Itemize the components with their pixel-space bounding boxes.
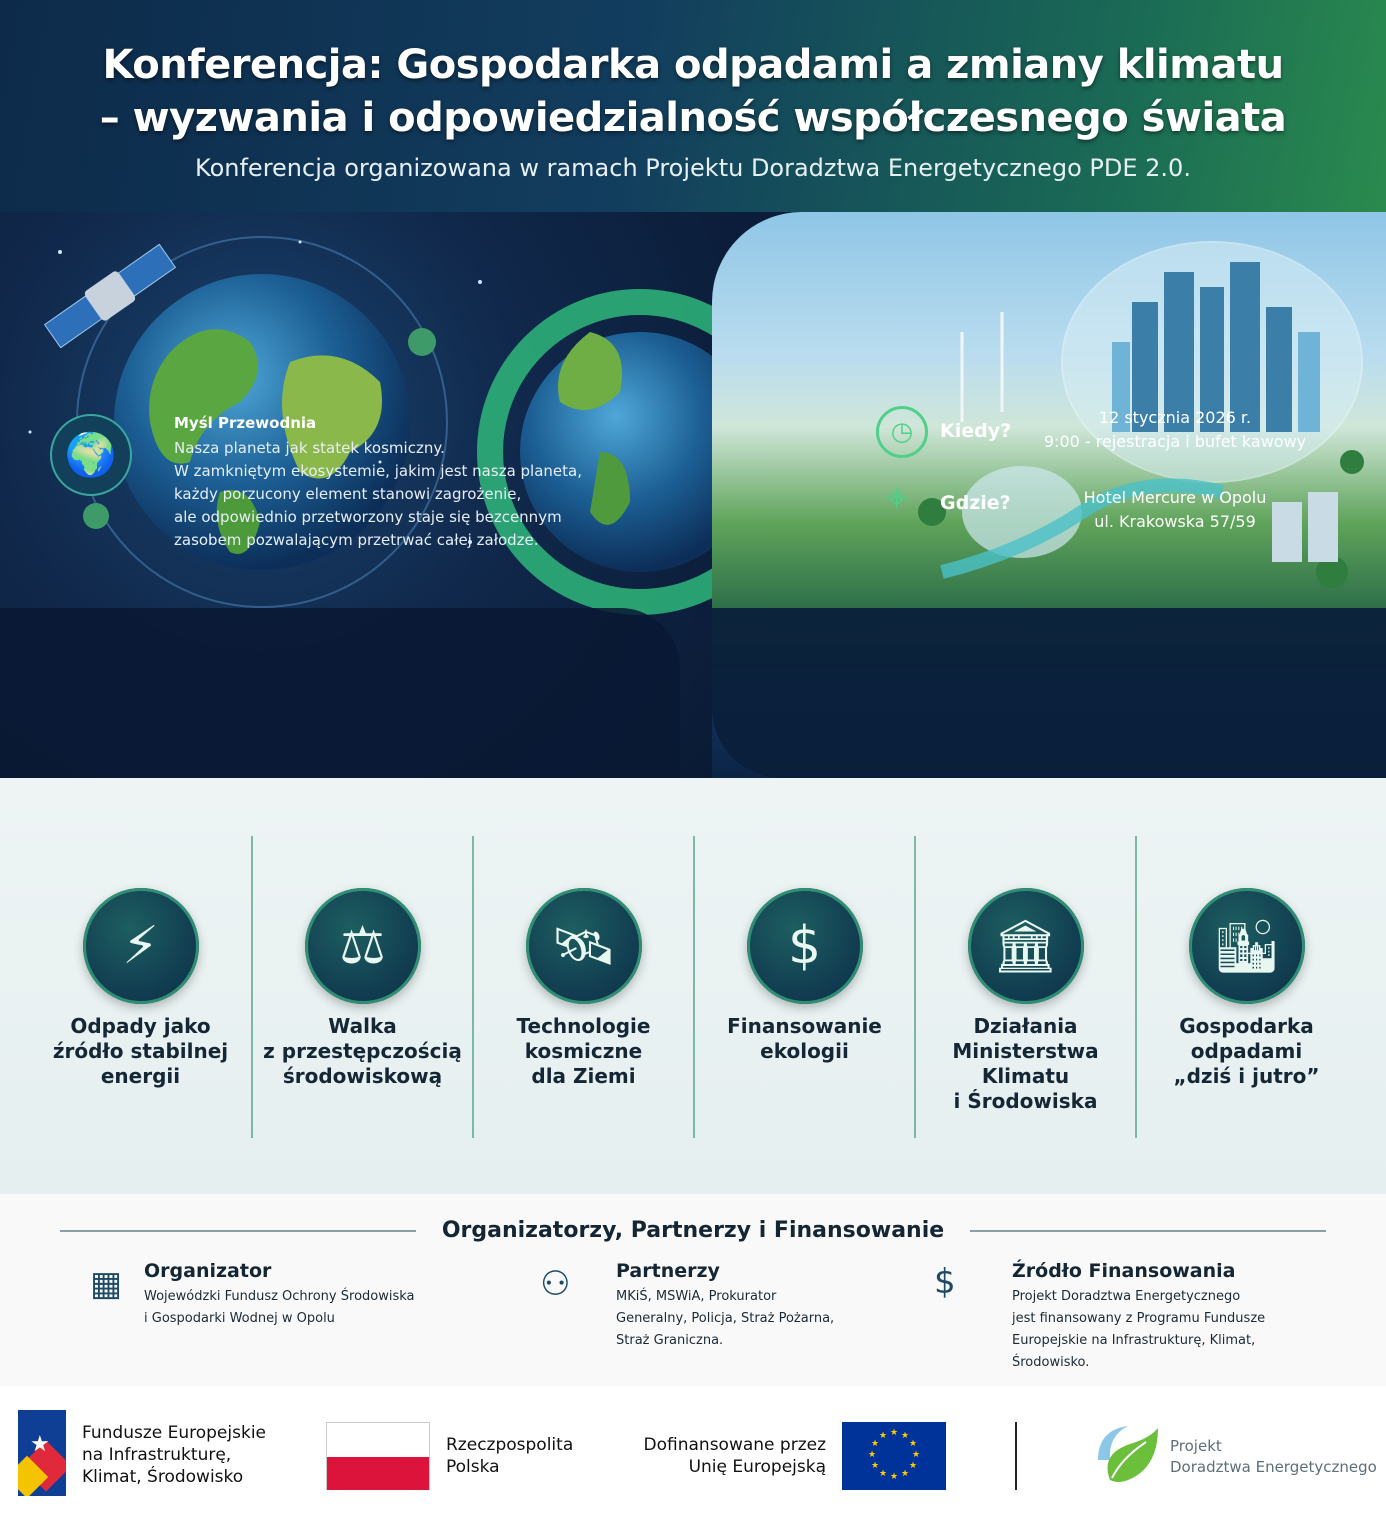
- venue-address: ul. Krakowska 57/59: [1094, 512, 1256, 531]
- pde-logo-text: [1170, 1436, 1377, 1478]
- partners-line: Straż Graniczna.: [616, 1333, 724, 1348]
- eu-star: ★: [901, 1469, 910, 1480]
- topic-label-line: Finansowanie: [727, 1014, 882, 1038]
- topic-space-technologies: [473, 778, 694, 1194]
- eu-star: ★: [909, 1439, 918, 1449]
- topic-ecology-financing: [694, 778, 915, 1194]
- clock-icon: ◷: [876, 406, 928, 458]
- eu-star: ★: [870, 1461, 880, 1471]
- topic-label-line: Technologie: [516, 1014, 651, 1038]
- topic-label: [252, 1014, 473, 1089]
- eu-star: ★: [870, 1439, 880, 1449]
- topic-label-line: Walka: [328, 1014, 397, 1038]
- eu-star: ★: [901, 1430, 910, 1441]
- funding-line: Projekt Doradztwa Energetycznego: [1012, 1289, 1241, 1304]
- partners-text: [616, 1286, 834, 1352]
- satellite-glyph: 🛰: [550, 916, 617, 977]
- guiding-thought-panel: [0, 608, 680, 778]
- rp-logo-text: [446, 1434, 573, 1478]
- header: [0, 0, 1386, 212]
- guiding-thought-line: zasobem pozwalającym przetrwać całej załodze.: [174, 531, 539, 549]
- topic-label-line: źródło stabilnej: [52, 1039, 229, 1063]
- eu-flag: [842, 1422, 946, 1490]
- topic-label-line: i Środowiska: [953, 1089, 1098, 1113]
- pde-line: Doradztwa Energetycznego: [1170, 1458, 1377, 1476]
- partners-line: Generalny, Policja, Straż Pożarna,: [616, 1311, 835, 1326]
- hand-coin-icon: $: [934, 1262, 956, 1302]
- topics-section: [0, 778, 1386, 1194]
- location-pin-icon: ⌖: [886, 475, 908, 519]
- eu-star: ★: [879, 1469, 888, 1480]
- region-map-icon: ▦: [90, 1264, 123, 1304]
- fe-line: na Infrastrukturę,: [82, 1445, 232, 1465]
- topic-ministry-actions: [915, 778, 1136, 1194]
- venue-name: Hotel Mercure w Opolu: [1083, 488, 1267, 507]
- eu-star: ★: [909, 1461, 918, 1471]
- fe-logo-text: [82, 1422, 266, 1488]
- topic-label-line: odpadami: [1190, 1039, 1303, 1063]
- pde-leaf-logo: [1090, 1420, 1160, 1490]
- footer-divider: [1015, 1422, 1017, 1490]
- coins-icon: [747, 888, 863, 1004]
- organizer-line: i Gospodarki Wodnej w Opolu: [144, 1311, 335, 1326]
- topic-label-line: „dziś i jutro”: [1173, 1064, 1320, 1088]
- page-title-line-1: Konferencja: Gospodarka odpadami a zmiany klimatu: [102, 42, 1284, 88]
- eu-line: Dofinansowane przez: [643, 1435, 826, 1455]
- event-time-line: 9:00 - rejestracja i bufet kawowy: [1043, 432, 1307, 451]
- topic-label: [30, 1014, 251, 1089]
- topic-label-line: środowiskową: [282, 1064, 443, 1088]
- police-badge-icon: [305, 888, 421, 1004]
- guiding-thought-line: ale odpowiednio przetworzony staje się bezcennym: [174, 508, 562, 526]
- eu-cofinance-text: [612, 1434, 826, 1478]
- organizers-heading: Organizatorzy, Partnerzy i Finansowanie: [441, 1218, 945, 1243]
- fe-line: Fundusze Europejskie: [82, 1423, 266, 1443]
- event-info-panel: [712, 608, 1386, 778]
- topic-label-line: dla Ziemi: [531, 1064, 636, 1088]
- topic-label-line: ekologii: [760, 1039, 849, 1063]
- funding-text: [1012, 1286, 1265, 1374]
- satellite-icon: [526, 888, 642, 1004]
- topic-label-line: energii: [100, 1064, 181, 1088]
- guiding-thought-line: W zamkniętym ekosystemie, jakim jest nasza planeta,: [174, 462, 582, 480]
- rp-line: Rzeczpospolita: [446, 1435, 574, 1455]
- energy-recycle-icon: [83, 888, 199, 1004]
- guiding-thought-text: [174, 437, 644, 552]
- eu-line: Unię Europejską: [688, 1457, 826, 1477]
- topic-label-line: Ministerstwa: [952, 1039, 1099, 1063]
- topic-label-line: kosmiczne: [524, 1039, 643, 1063]
- eu-star: ★: [868, 1450, 877, 1460]
- topic-label-line: Działania: [973, 1014, 1078, 1038]
- guiding-thought-line: Nasza planeta jak statek kosmiczny.: [174, 439, 445, 457]
- ministry-building-glyph: 🏛: [992, 916, 1059, 977]
- topic-waste-management-today-tomorrow: [1136, 778, 1357, 1194]
- pde-line: Projekt: [1170, 1437, 1222, 1455]
- polish-flag: [326, 1422, 430, 1490]
- topic-label: [915, 1014, 1136, 1114]
- organizer-text: [144, 1286, 415, 1330]
- city-gear-icon: [1189, 888, 1305, 1004]
- event-date: [1030, 406, 1320, 454]
- topic-environmental-crime: [252, 778, 473, 1194]
- topic-label-line: Klimatu: [981, 1064, 1070, 1088]
- event-date-line: 12 stycznia 2026 r.: [1098, 408, 1252, 427]
- funding-line: Europejskie na Infrastrukturę, Klimat,: [1012, 1333, 1256, 1348]
- ministry-building-icon: [968, 888, 1084, 1004]
- guiding-thought-title: Myśl Przewodnia: [174, 414, 317, 432]
- page-subtitle: Konferencja organizowana w ramach Projektu Doradztwa Energetycznego PDE 2.0.: [195, 154, 1191, 182]
- topic-label-line: Gospodarka: [1179, 1014, 1314, 1038]
- eu-star: ★: [879, 1430, 888, 1441]
- partners-line: MKiŚ, MSWiA, Prokurator: [616, 1289, 777, 1304]
- partners-title: Partnerzy: [616, 1260, 720, 1282]
- organizer-line: Wojewódzki Fundusz Ochrony Środowiska: [144, 1289, 415, 1304]
- guiding-thought-line: każdy porzucony element stanowi zagrożenie,: [174, 485, 522, 503]
- funding-line: Środowisko.: [1012, 1355, 1090, 1370]
- fe-line: Klimat, Środowisko: [82, 1467, 244, 1487]
- topic-waste-energy: [30, 778, 251, 1194]
- partners-group-icon: ⚇: [540, 1264, 571, 1304]
- energy-recycle-glyph: ⚡: [122, 916, 159, 976]
- where-label: Gdzie?: [940, 492, 1011, 514]
- event-venue: [1030, 486, 1320, 534]
- coins-glyph: $: [787, 916, 822, 976]
- fundusze-europejskie-logo: ★: [18, 1410, 66, 1496]
- topic-label: [473, 1014, 694, 1089]
- when-label: Kiedy?: [940, 420, 1012, 442]
- topic-label: [694, 1014, 915, 1064]
- rp-line: Polska: [446, 1457, 500, 1477]
- city-gear-glyph: 🏙: [1213, 916, 1280, 977]
- eu-star: ★: [890, 1472, 899, 1482]
- topic-label-line: Odpady jako: [70, 1014, 211, 1038]
- funding-title: Źródło Finansowania: [1012, 1260, 1236, 1282]
- page-title-line-2: – wyzwania i odpowiedzialność współczesnego świata: [99, 95, 1287, 141]
- globe-orbit-icon: 🌍: [50, 414, 132, 496]
- eu-star: ★: [912, 1450, 921, 1460]
- eu-star: ★: [890, 1428, 899, 1438]
- police-badge-glyph: ⚖: [339, 916, 386, 976]
- topic-label: [1136, 1014, 1357, 1089]
- funding-line: jest finansowany z Programu Fundusze: [1012, 1311, 1266, 1326]
- organizer-title: Organizator: [144, 1260, 272, 1282]
- topic-label-line: z przestępczością: [263, 1039, 462, 1063]
